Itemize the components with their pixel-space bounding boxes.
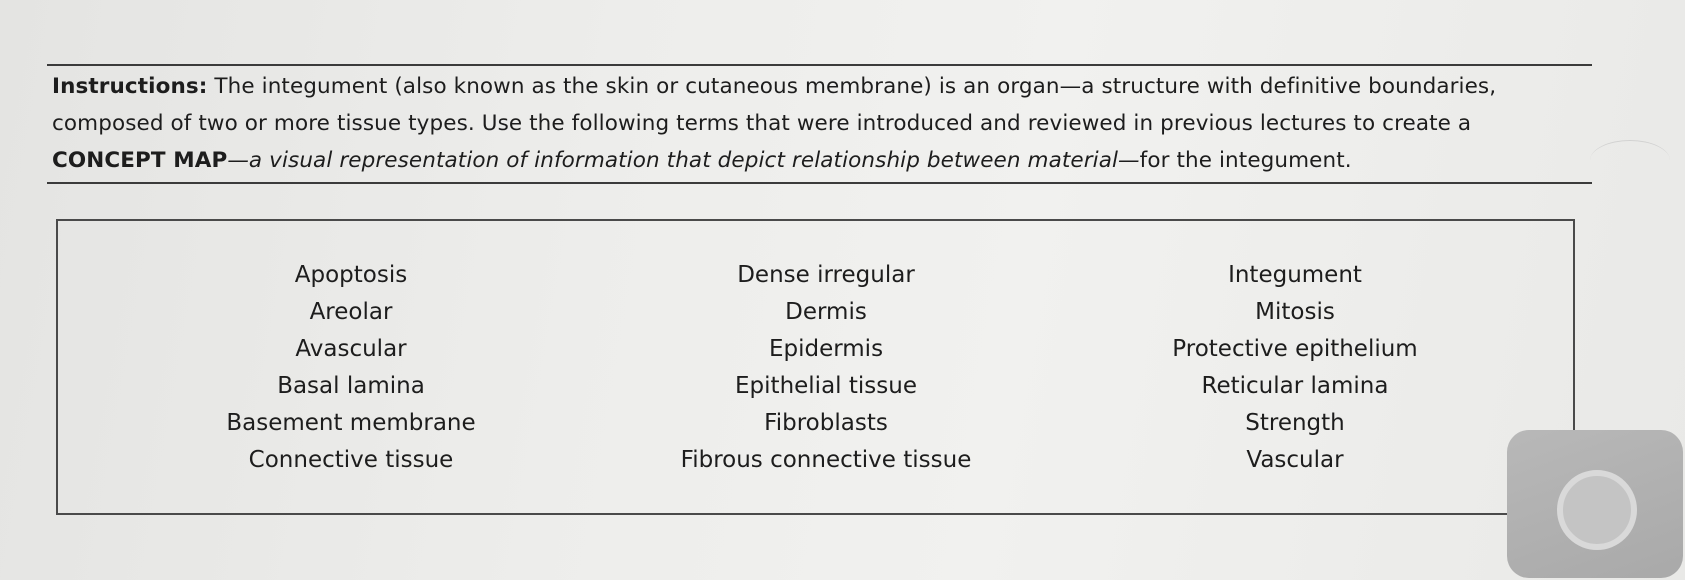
- term-item: Strength: [1245, 410, 1345, 436]
- term-item: Mitosis: [1255, 299, 1335, 325]
- instructions-paragraph: [52, 68, 1592, 179]
- term-item: Apoptosis: [294, 262, 408, 288]
- bottom-rule: [47, 182, 1592, 184]
- top-rule: [47, 64, 1592, 66]
- concept-map-definition: —a visual representation of information that depict relationship between material—: [227, 148, 1140, 173]
- term-item: Fibroblasts: [764, 410, 888, 436]
- term-item: Avascular: [295, 336, 407, 362]
- instructions-line-2: composed of two or more tissue types. Use the following terms that were introduced and reviewed in previous lectures to create a: [52, 111, 1472, 136]
- term-item: Fibrous connective tissue: [680, 447, 972, 473]
- instructions-line-1-text: The integument (also known as the skin or cutaneous membrane) is an organ—a structure with definitive boundaries,: [207, 74, 1497, 99]
- pencil-mark: [1590, 140, 1670, 181]
- term-item: Epithelial tissue: [735, 373, 917, 399]
- term-item: Reticular lamina: [1201, 373, 1389, 399]
- terms-column-2: [681, 257, 972, 479]
- term-item: Connective tissue: [248, 447, 454, 473]
- instructions-line-3: [52, 142, 1592, 179]
- term-item: Dense irregular: [737, 262, 915, 288]
- term-item: Areolar: [309, 299, 393, 325]
- term-item: Vascular: [1246, 447, 1344, 473]
- camera-shutter-button[interactable]: [1507, 430, 1683, 578]
- term-item: Protective epithelium: [1172, 336, 1418, 362]
- instructions-line-3-end: for the integument.: [1139, 148, 1352, 173]
- terms-column-1: [226, 257, 475, 479]
- term-item: Epidermis: [768, 336, 884, 362]
- terms-column-3: [1172, 257, 1417, 479]
- terms-box: [56, 219, 1575, 515]
- term-item: Basal lamina: [277, 373, 425, 399]
- instructions-label: Instructions:: [52, 74, 208, 99]
- term-item: Basement membrane: [226, 410, 476, 436]
- term-item: Dermis: [785, 299, 867, 325]
- instructions-line-1: [52, 68, 1592, 105]
- concept-map-term: CONCEPT MAP: [52, 148, 228, 173]
- camera-shutter-icon: [1557, 470, 1637, 550]
- term-item: Integument: [1228, 262, 1362, 288]
